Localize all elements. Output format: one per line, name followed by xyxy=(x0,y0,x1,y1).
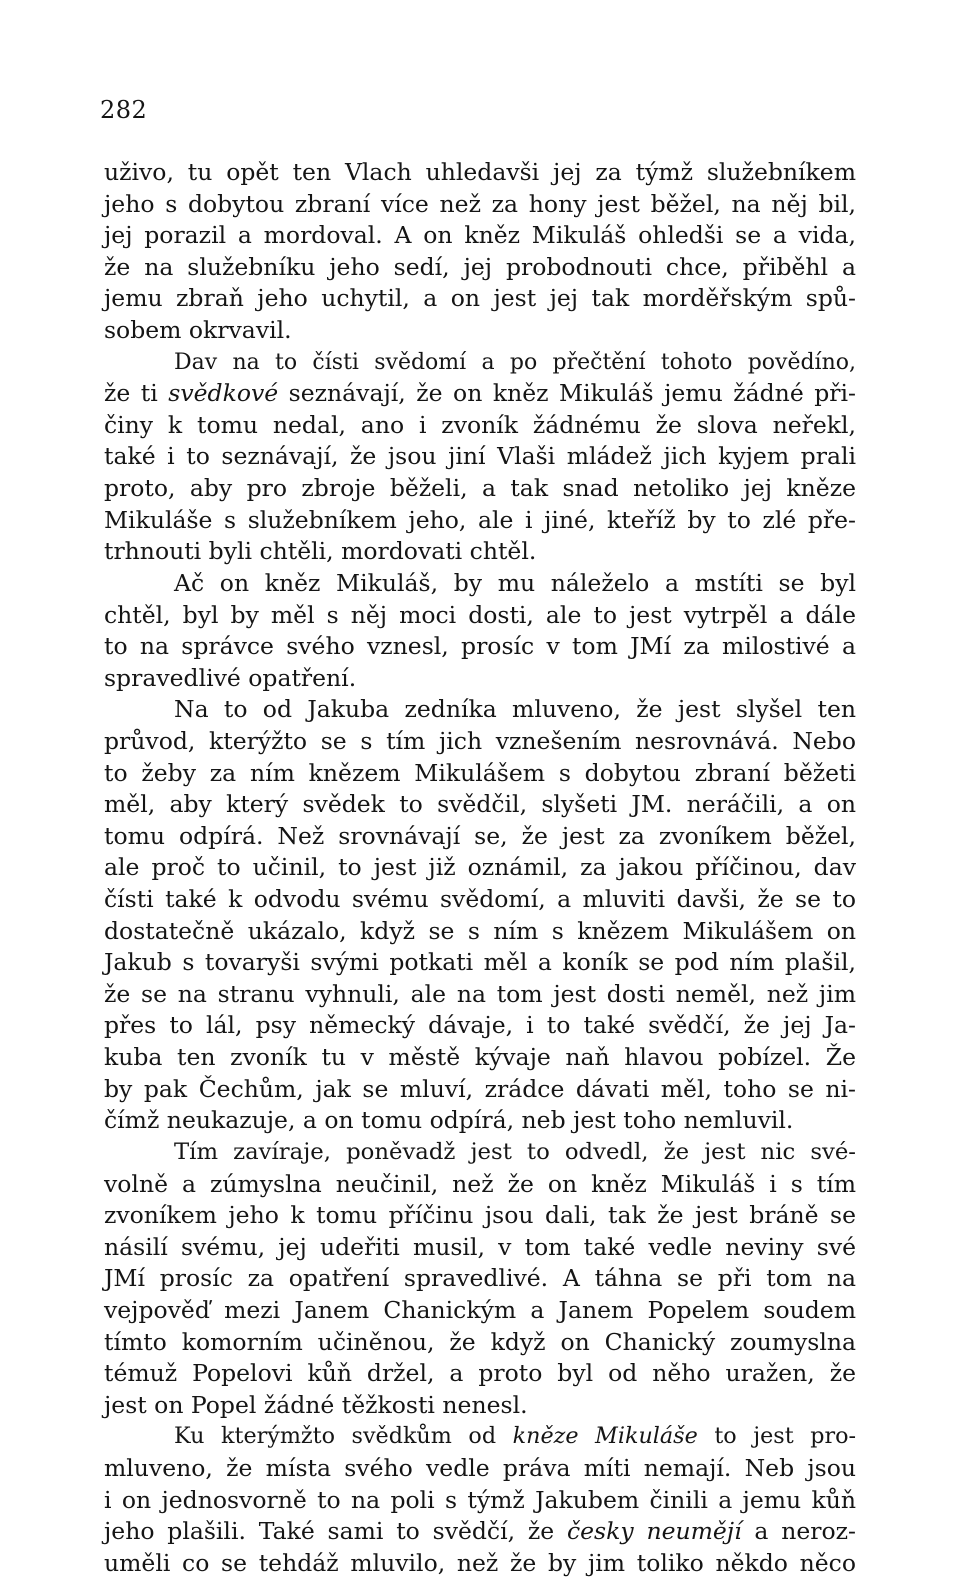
text-line xyxy=(104,1263,856,1295)
text-line xyxy=(104,220,856,252)
emphasized-text: česky neumějí xyxy=(566,1517,742,1546)
text-segment: i on jednosvorně to na poli s týmž Jakubem činili a jemu kůň xyxy=(104,1485,856,1514)
text-segment: a neroz- xyxy=(741,1517,856,1546)
text-segment: činy k tomu nedal, ano i zvoník žádnému že slova neřekl, xyxy=(104,410,856,439)
text-segment: jemu zbraň jeho uchytil, a on jest jej tak morděřským spů- xyxy=(104,284,856,313)
text-segment: seznávají, že on kněz Mikuláš jemu žádné při- xyxy=(278,379,856,408)
text-line xyxy=(104,1200,856,1232)
text-segment: dostatečně ukázalo, když se s ním s knězem Mikulášem on xyxy=(104,916,856,945)
text-segment: že ti xyxy=(104,379,169,408)
text-line xyxy=(104,252,856,284)
text-segment: trhnouti byli chtěli, mordovati chtěl. xyxy=(104,537,537,566)
text-segment: zvoníkem jeho k tomu příčinu jsou dali, tak že jest bráně se xyxy=(104,1201,856,1230)
text-segment: mluveno, že místa svého vedle práva míti nemají. Neb jsou xyxy=(104,1453,856,1482)
text-line xyxy=(104,1485,856,1517)
text-line xyxy=(104,1105,856,1137)
text-line xyxy=(104,1042,856,1074)
text-segment: násilí svému, jej udeřiti musil, v tom také vedle neviny své xyxy=(104,1232,856,1261)
text-line xyxy=(104,1390,856,1422)
text-line xyxy=(104,1516,856,1548)
text-line xyxy=(104,1327,856,1359)
text-segment: proto, aby pro zbroje běželi, a tak snad netoliko jej kněze xyxy=(104,474,856,503)
text-line xyxy=(104,1421,856,1453)
text-line xyxy=(104,1137,856,1169)
text-segment: sobem okrvavil. xyxy=(104,316,292,345)
text-segment: to jest pro- xyxy=(697,1423,856,1450)
text-segment: uživo, tu opět ten Vlach uhledavši jej za týmž služebníkem xyxy=(104,158,856,186)
text-line xyxy=(104,663,856,695)
text-segment: jeho s dobytou zbraní více než za hony jest běžel, na něj bil, xyxy=(104,189,856,218)
text-segment: jej porazil a mordoval. A on kněz Mikuláš ohledši se a vida, xyxy=(104,221,856,250)
text-line xyxy=(104,1169,856,1201)
text-line xyxy=(104,631,856,663)
text-segment: jeho plašili. Také sami to svědčí, že xyxy=(104,1517,567,1546)
text-segment: také i to seznávají, že jsou jiní Vlaši mládež jich kyjem prali xyxy=(104,442,856,471)
text-line xyxy=(104,505,856,537)
text-line xyxy=(104,1453,856,1485)
text-line xyxy=(104,726,856,758)
text-segment: Ku kterýmžto svědkům od xyxy=(174,1423,513,1450)
text-line xyxy=(104,283,856,315)
text-segment: měl, aby který svědek to svědčil, slyšeti JM. neráčili, a on xyxy=(104,790,856,819)
text-segment: to na správce svého vznesl, prosíc v tom JMí za milostivé a xyxy=(104,632,856,661)
text-segment: čísti také k odvodu svému svědomí, a mluviti davši, že se to xyxy=(104,885,856,914)
text-segment: Mikuláše s služebníkem jeho, ale i jiné, kteříž by to zlé pře- xyxy=(104,505,856,534)
text-line xyxy=(104,473,856,505)
text-line xyxy=(104,410,856,442)
text-line xyxy=(104,536,856,568)
text-segment: že na služebníku jeho sedí, jej probodnouti chce, přiběhl a xyxy=(104,252,856,281)
text-segment: že se na stranu vyhnuli, ale na tom jest dosti neměl, než jim xyxy=(104,979,856,1008)
text-line xyxy=(104,568,856,600)
text-line xyxy=(104,1548,856,1579)
emphasized-text: svědkové xyxy=(168,379,279,408)
text-line xyxy=(104,758,856,790)
text-line xyxy=(104,347,856,379)
text-line xyxy=(104,884,856,916)
text-line xyxy=(104,1358,856,1390)
text-segment: Dav na to čísti svědomí a po přečtění tohoto povědíno, xyxy=(174,349,856,375)
text-line xyxy=(104,947,856,979)
emphasized-text: kněze Mikuláše xyxy=(512,1423,698,1450)
text-line xyxy=(104,1010,856,1042)
text-line xyxy=(104,1074,856,1106)
text-segment: chtěl, byl by měl s něj moci dosti, ale to jest vytrpěl a dále xyxy=(104,600,856,629)
page-number: 282 xyxy=(100,96,148,124)
text-line xyxy=(104,378,856,410)
text-line xyxy=(104,1232,856,1264)
text-segment: jest on Popel žádné těžkosti nenesl. xyxy=(104,1390,528,1419)
text-segment: Na to od Jakuba zedníka mluveno, že jest slyšel ten xyxy=(174,695,856,724)
text-line xyxy=(104,441,856,473)
body-text xyxy=(104,157,856,1579)
text-line xyxy=(104,1295,856,1327)
text-segment: témuž Popelovi kůň držel, a proto byl od něho uražen, že xyxy=(104,1359,856,1388)
text-segment: tomu odpírá. Než srovnávají se, že jest za zvoníkem běžel, xyxy=(104,821,856,850)
text-segment: Tím zavíraje, poněvadž jest to odvedl, že jest nic své- xyxy=(174,1138,856,1165)
text-segment: ale proč to učinil, to jest již oznámil, za jakou příčinou, dav xyxy=(104,853,856,882)
text-line xyxy=(104,821,856,853)
text-segment: spravedlivé opatření. xyxy=(104,663,357,692)
text-line xyxy=(104,916,856,948)
text-line xyxy=(104,979,856,1011)
text-line xyxy=(104,315,856,347)
text-segment: tímto komorním učiněnou, že když on Chanický zoumyslna xyxy=(104,1327,856,1356)
text-line xyxy=(104,157,856,189)
text-line xyxy=(104,694,856,726)
text-segment: JMí prosíc za opatření spravedlivé. A táhna se při tom na xyxy=(104,1264,856,1293)
text-line xyxy=(104,852,856,884)
text-line xyxy=(104,600,856,632)
text-segment: by pak Čechům, jak se mluví, zrádce dávati měl, toho se ni- xyxy=(104,1074,856,1103)
text-segment: to žeby za ním knězem Mikulášem s dobytou zbraní běžeti xyxy=(104,758,856,787)
text-segment: průvod, kterýžto se s tím jich vznešením nesrovnává. Nebo xyxy=(104,726,856,755)
text-segment: vejpověď mezi Janem Chanickým a Janem Popelem soudem xyxy=(104,1295,856,1324)
text-segment: volně a zúmyslna neučinil, než že on kněz Mikuláš i s tím xyxy=(104,1169,856,1198)
text-segment: přes to lál, psy německý dávaje, i to také svědčí, že jej Ja- xyxy=(104,1011,856,1040)
text-line xyxy=(104,189,856,221)
text-segment: čímž neukazuje, a on tomu odpírá, neb jest toho nemluvil. xyxy=(104,1106,794,1135)
text-segment: kuba ten zvoník tu v městě kývaje naň hlavou pobízel. Že xyxy=(104,1043,856,1072)
text-line xyxy=(104,789,856,821)
text-segment: Jakub s tovaryši svými potkati měl a koník se pod ním plašil, xyxy=(104,948,856,977)
text-segment: Ač on kněz Mikuláš, by mu náleželo a mstíti se byl xyxy=(174,568,856,597)
text-segment: uměli co se tehdáž mluvilo, než že by jim toliko někdo něco xyxy=(104,1548,856,1577)
